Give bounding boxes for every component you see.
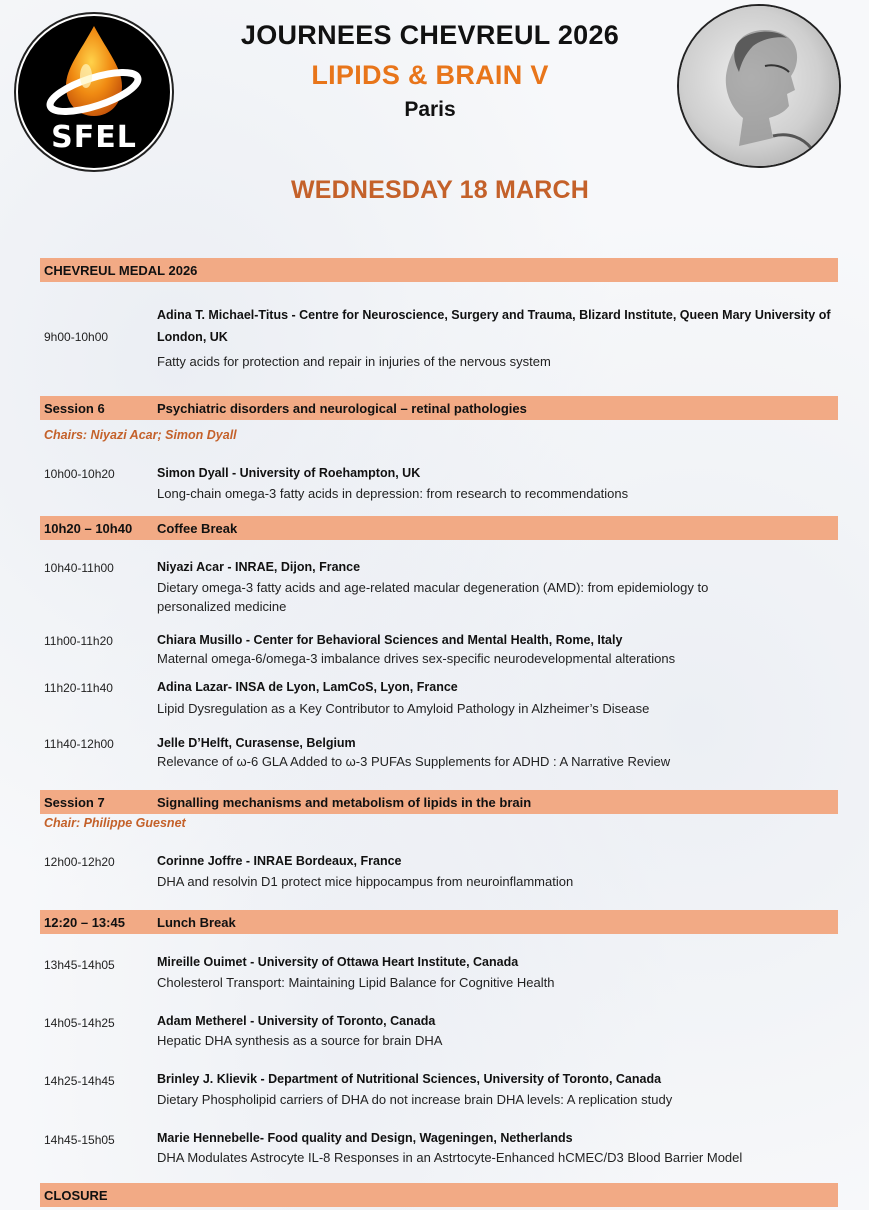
chevreul-medal-portrait [679,6,839,166]
talk-title: DHA Modulates Astrocyte IL-8 Responses in an Astrtocyte-Enhanced hCMEC/D3 Blood Barrier Model [157,1150,743,1165]
talk-title: Dietary omega-3 fatty acids and age-related macular degeneration (AMD): from epidemiology to personalized medicine [157,580,709,614]
talk-time: 14h05-14h25 [44,1016,115,1030]
coffee-break-band [40,516,838,540]
talk-speaker: Marie Hennebelle- Food quality and Design, Wageningen, Netherlands [157,1131,573,1145]
talk-title: Cholesterol Transport: Maintaining Lipid Balance for Cognitive Health [157,975,555,990]
talk-time: 11h40-12h00 [44,737,114,751]
talk-speaker: Niyazi Acar - INRAE, Dijon, France [157,560,361,574]
talk-speaker: Mireille Ouimet - University of Ottawa Heart Institute, Canada [157,955,519,969]
closure-label: CLOSURE [44,1188,108,1203]
talk-time: 10h40-11h00 [44,561,114,575]
talk-time: 14h45-15h05 [44,1133,115,1147]
talk-speaker: Chiara Musillo - Center for Behavioral Sciences and Mental Health, Rome, Italy [157,633,623,647]
session-7-label: Session 7 [44,795,105,810]
logo-text: SFEL [51,120,137,155]
talk-title: Relevance of ω-6 GLA Added to ω-3 PUFAs Supplements for ADHD : A Narrative Review [157,754,671,769]
talk-title: Dietary Phospholipid carriers of DHA do not increase brain DHA levels: A replication study [157,1092,673,1107]
day-heading: WEDNESDAY 18 MARCH [290,176,590,204]
talk-speaker: Corinne Joffre - INRAE Bordeaux, France [157,854,402,868]
lunch-break-label: Lunch Break [157,915,236,930]
page-title: JOURNEES CHEVREUL 2026 [240,20,620,50]
closure-band [40,1183,838,1207]
talk-title: Hepatic DHA synthesis as a source for brain DHA [157,1033,443,1048]
page-subtitle: LIPIDS & BRAIN V [311,60,549,90]
talk-speaker: Adina T. Michael-Titus - Centre for Neuroscience, Surgery and Trauma, Blizard Institute, Queen Mary University of London, UK [157,308,831,344]
session-6-label: Session 6 [44,401,105,416]
talk-time: 11h20-11h40 [44,681,113,695]
session-6-band [40,396,838,420]
sfel-logo [16,14,172,170]
talk-time: 13h45-14h05 [44,958,115,972]
medal-band [40,258,838,282]
talk-time: 12h00-12h20 [44,855,115,869]
talk-speaker: Simon Dyall - University of Roehampton, UK [157,466,421,480]
session-7-title: Signalling mechanisms and metabolism of lipids in the brain [157,795,532,810]
talk-time: 9h00-10h00 [44,330,109,344]
medal-label: CHEVREUL MEDAL 2026 [44,263,198,278]
talk-speaker: Adina Lazar- INSA de Lyon, LamCoS, Lyon, France [157,680,458,694]
session-7-chairs: Chair: Philippe Guesnet [44,816,186,830]
talk-speaker: Jelle D’Helft, Curasense, Belgium [157,736,356,750]
talk-time: 10h00-10h20 [44,467,115,481]
session-6-title: Psychiatric disorders and neurological – retinal pathologies [157,401,527,416]
talk-time: 14h25-14h45 [44,1074,115,1088]
talk-time: 11h00-11h20 [44,634,113,648]
portrait-icon [679,6,839,166]
talk-title: Lipid Dysregulation as a Key Contributor to Amyloid Pathology in Alzheimer’s Disease [157,701,650,716]
coffee-break-label: Coffee Break [157,521,238,536]
session-6-chairs: Chairs: Niyazi Acar; Simon Dyall [44,428,237,442]
lunch-break-time: 12:20 – 13:45 [44,915,125,930]
talk-title: DHA and resolvin D1 protect mice hippocampus from neuroinflammation [157,874,574,889]
talk-title: Long-chain omega-3 fatty acids in depression: from research to recommendations [157,486,629,501]
session-7-band [40,790,838,814]
coffee-break-time: 10h20 – 10h40 [44,521,133,536]
talk-title: Fatty acids for protection and repair in injuries of the nervous system [157,354,551,369]
talk-speaker: Brinley J. Klievik - Department of Nutritional Sciences, University of Toronto, Canada [157,1072,662,1086]
talk-title: Maternal omega-6/omega-3 imbalance drives sex-specific neurodevelopmental alterations [157,651,676,666]
lunch-break-band [40,910,838,934]
event-city: Paris [404,98,456,121]
talk-speaker: Adam Metherel - University of Toronto, Canada [157,1014,436,1028]
